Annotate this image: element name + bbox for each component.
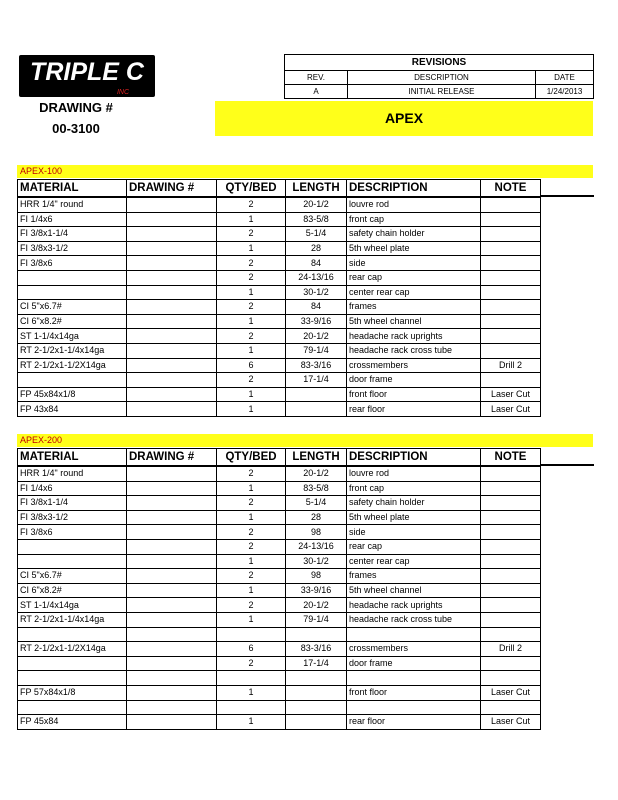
- table-row: [18, 642, 541, 657]
- table-cell: [217, 627, 286, 642]
- table-cell: 17-1/4: [286, 373, 347, 388]
- table-cell: RT 2-1/2x1-1/2X14ga: [18, 358, 127, 373]
- table-cell: [347, 627, 481, 642]
- table-cell: 33-9/16: [286, 583, 347, 598]
- table-cell: [127, 285, 217, 300]
- column-header: QTY/BED: [217, 449, 286, 467]
- rev-header-date: DATE: [536, 71, 594, 85]
- table-cell: 2: [217, 496, 286, 511]
- logo-text: TRIPLE C: [30, 58, 144, 86]
- table-cell: ST 1-1/4x14ga: [18, 329, 127, 344]
- table-row: [18, 212, 541, 227]
- table-cell: [127, 642, 217, 657]
- table-cell: [481, 227, 541, 242]
- table-row: [18, 481, 541, 496]
- table-cell: [127, 685, 217, 700]
- table-cell: [127, 373, 217, 388]
- table-cell: [18, 539, 127, 554]
- table-cell: [481, 598, 541, 613]
- table-cell: 2: [217, 569, 286, 584]
- table-cell: [127, 569, 217, 584]
- table-cell: frames: [347, 300, 481, 315]
- table-cell: rear cap: [347, 539, 481, 554]
- table-cell: [347, 671, 481, 686]
- table-cell: headache rack uprights: [347, 598, 481, 613]
- table-cell: crossmembers: [347, 642, 481, 657]
- table-cell: 1: [217, 685, 286, 700]
- table-row: [18, 343, 541, 358]
- table-cell: 84: [286, 300, 347, 315]
- table-cell: RT 2-1/2x1-1/4x14ga: [18, 612, 127, 627]
- table-row: [18, 569, 541, 584]
- table-row: [18, 598, 541, 613]
- table-cell: [481, 539, 541, 554]
- table-cell: 17-1/4: [286, 656, 347, 671]
- table-cell: [127, 583, 217, 598]
- table-cell: HRR 1/4" round: [18, 197, 127, 212]
- table-cell: door frame: [347, 656, 481, 671]
- table-cell: [286, 402, 347, 417]
- table-cell: side: [347, 525, 481, 540]
- table-cell: 1: [217, 387, 286, 402]
- table-cell: [481, 671, 541, 686]
- table-cell: 2: [217, 197, 286, 212]
- table-cell: 24-13/16: [286, 539, 347, 554]
- table-cell: [127, 627, 217, 642]
- table-cell: 1: [217, 554, 286, 569]
- table-cell: [481, 256, 541, 271]
- table-cell: 2: [217, 270, 286, 285]
- table-cell: [481, 525, 541, 540]
- table-cell: FI 3/8x6: [18, 256, 127, 271]
- table-cell: 1: [217, 715, 286, 730]
- table-cell: CI 6"x8.2#: [18, 583, 127, 598]
- table-cell: 83-3/16: [286, 358, 347, 373]
- table-cell: [127, 343, 217, 358]
- revisions-title: REVISIONS: [285, 55, 594, 71]
- table-row: [18, 715, 541, 730]
- table-cell: 98: [286, 525, 347, 540]
- table-row: [18, 197, 541, 212]
- table-cell: ST 1-1/4x14ga: [18, 598, 127, 613]
- table-cell: [127, 270, 217, 285]
- table-cell: [127, 256, 217, 271]
- drawing-label: DRAWING #: [39, 100, 113, 115]
- table-cell: [18, 554, 127, 569]
- table-cell: [481, 197, 541, 212]
- section-label: APEX-100: [20, 166, 63, 176]
- drawing-number: 00-3100: [52, 121, 100, 136]
- table-cell: [127, 387, 217, 402]
- table-cell: [217, 700, 286, 715]
- table-cell: CI 5"x6.7#: [18, 569, 127, 584]
- table-cell: RT 2-1/2x1-1/2X14ga: [18, 642, 127, 657]
- table-cell: FI 1/4x6: [18, 212, 127, 227]
- table-cell: [481, 612, 541, 627]
- table-row: [18, 525, 541, 540]
- column-header: NOTE: [481, 449, 541, 467]
- table-cell: [481, 314, 541, 329]
- table-row: [18, 627, 541, 642]
- table-row: [18, 510, 541, 525]
- table-cell: [18, 656, 127, 671]
- rev-header-rev: REV.: [285, 71, 348, 85]
- column-header: DRAWING #: [127, 449, 217, 467]
- table-cell: safety chain holder: [347, 227, 481, 242]
- table-cell: 1: [217, 285, 286, 300]
- table-cell: [481, 583, 541, 598]
- table-cell: 6: [217, 358, 286, 373]
- table-cell: 28: [286, 510, 347, 525]
- table-cell: FP 45x84: [18, 715, 127, 730]
- table-cell: 33-9/16: [286, 314, 347, 329]
- table-cell: [286, 627, 347, 642]
- table-cell: [127, 671, 217, 686]
- column-header: MATERIAL: [18, 180, 127, 198]
- table-cell: 5th wheel channel: [347, 314, 481, 329]
- table-row: [18, 583, 541, 598]
- table-cell: [127, 700, 217, 715]
- table-header-row: [18, 180, 541, 198]
- rev-cell-rev: A: [285, 85, 348, 99]
- table-cell: [286, 671, 347, 686]
- table-cell: FI 1/4x6: [18, 481, 127, 496]
- table-cell: [127, 241, 217, 256]
- column-header: DRAWING #: [127, 180, 217, 198]
- column-header: DESCRIPTION: [347, 449, 481, 467]
- table-cell: louvre rod: [347, 197, 481, 212]
- table-cell: 1: [217, 402, 286, 417]
- table-cell: 1: [217, 343, 286, 358]
- table-cell: [127, 539, 217, 554]
- table-cell: [127, 402, 217, 417]
- table-cell: 2: [217, 525, 286, 540]
- table-cell: [481, 554, 541, 569]
- table-row: [18, 270, 541, 285]
- table-cell: 1: [217, 481, 286, 496]
- table-cell: headache rack cross tube: [347, 343, 481, 358]
- table-cell: Laser Cut: [481, 715, 541, 730]
- table-cell: 1: [217, 612, 286, 627]
- table-cell: [127, 525, 217, 540]
- table-cell: [127, 496, 217, 511]
- table-cell: 2: [217, 598, 286, 613]
- table-cell: [481, 510, 541, 525]
- table-cell: [286, 685, 347, 700]
- table-row: [18, 285, 541, 300]
- table-cell: 5-1/4: [286, 227, 347, 242]
- column-header: QTY/BED: [217, 180, 286, 198]
- table-cell: 2: [217, 227, 286, 242]
- table-cell: FI 3/8x1-1/4: [18, 496, 127, 511]
- table-cell: [481, 496, 541, 511]
- table-cell: CI 6"x8.2#: [18, 314, 127, 329]
- table-cell: [286, 715, 347, 730]
- table-cell: 2: [217, 329, 286, 344]
- table-row: [18, 402, 541, 417]
- table-cell: crossmembers: [347, 358, 481, 373]
- table-cell: [127, 481, 217, 496]
- table-cell: Drill 2: [481, 642, 541, 657]
- table-cell: [481, 343, 541, 358]
- table-cell: 83-5/8: [286, 212, 347, 227]
- table-cell: [127, 466, 217, 481]
- table-cell: [481, 700, 541, 715]
- table-cell: [18, 285, 127, 300]
- table-cell: [481, 270, 541, 285]
- table-cell: 5th wheel plate: [347, 510, 481, 525]
- table-cell: 2: [217, 539, 286, 554]
- table-cell: headache rack cross tube: [347, 612, 481, 627]
- header-rule-extension: [540, 195, 594, 197]
- table-cell: [481, 241, 541, 256]
- table-cell: [481, 212, 541, 227]
- column-header: DESCRIPTION: [347, 180, 481, 198]
- table-cell: 20-1/2: [286, 197, 347, 212]
- table-cell: door frame: [347, 373, 481, 388]
- rev-cell-description: INITIAL RELEASE: [348, 85, 536, 99]
- table-row: [18, 241, 541, 256]
- table-cell: 2: [217, 373, 286, 388]
- column-header: LENGTH: [286, 180, 347, 198]
- project-banner: APEX: [215, 101, 593, 136]
- table-cell: 28: [286, 241, 347, 256]
- table-cell: 83-5/8: [286, 481, 347, 496]
- table-cell: [481, 300, 541, 315]
- table-cell: [481, 329, 541, 344]
- table-row: [18, 466, 541, 481]
- table-row: [18, 539, 541, 554]
- table-row: [18, 612, 541, 627]
- rev-header-description: DESCRIPTION: [348, 71, 536, 85]
- table-cell: FI 3/8x3-1/2: [18, 241, 127, 256]
- table-row: [18, 373, 541, 388]
- table-cell: rear floor: [347, 402, 481, 417]
- table-cell: 5th wheel channel: [347, 583, 481, 598]
- table-cell: rear floor: [347, 715, 481, 730]
- table-cell: 79-1/4: [286, 612, 347, 627]
- table-cell: rear cap: [347, 270, 481, 285]
- table-cell: FP 45x84x1/8: [18, 387, 127, 402]
- table-cell: 2: [217, 256, 286, 271]
- table-row: [18, 300, 541, 315]
- table-row: [18, 496, 541, 511]
- table-cell: 5-1/4: [286, 496, 347, 511]
- table-cell: 6: [217, 642, 286, 657]
- table-cell: louvre rod: [347, 466, 481, 481]
- table-cell: 20-1/2: [286, 329, 347, 344]
- table-cell: [127, 227, 217, 242]
- table-row: [18, 671, 541, 686]
- table-cell: 5th wheel plate: [347, 241, 481, 256]
- company-logo: [19, 55, 155, 97]
- table-cell: [127, 612, 217, 627]
- table-cell: [481, 569, 541, 584]
- column-header: NOTE: [481, 180, 541, 198]
- table-cell: center rear cap: [347, 554, 481, 569]
- table-cell: [286, 387, 347, 402]
- table-cell: [481, 466, 541, 481]
- table-cell: HRR 1/4" round: [18, 466, 127, 481]
- bom-table: [17, 179, 541, 417]
- table-cell: [481, 627, 541, 642]
- table-cell: frames: [347, 569, 481, 584]
- table-cell: 2: [217, 656, 286, 671]
- table-header-row: [18, 449, 541, 467]
- table-row: [18, 685, 541, 700]
- table-cell: Laser Cut: [481, 402, 541, 417]
- table-cell: FP 43x84: [18, 402, 127, 417]
- table-cell: RT 2-1/2x1-1/4x14ga: [18, 343, 127, 358]
- table-cell: FP 57x84x1/8: [18, 685, 127, 700]
- table-cell: [18, 671, 127, 686]
- table-row: [18, 387, 541, 402]
- table-cell: 1: [217, 314, 286, 329]
- table-cell: [18, 627, 127, 642]
- table-row: [18, 329, 541, 344]
- header-rule-extension: [540, 464, 594, 466]
- table-cell: 84: [286, 256, 347, 271]
- revisions-table: [284, 54, 594, 99]
- table-cell: [127, 715, 217, 730]
- table-cell: FI 3/8x6: [18, 525, 127, 540]
- table-cell: Laser Cut: [481, 685, 541, 700]
- table-cell: 1: [217, 583, 286, 598]
- table-cell: center rear cap: [347, 285, 481, 300]
- table-cell: [18, 373, 127, 388]
- table-cell: FI 3/8x3-1/2: [18, 510, 127, 525]
- column-header: MATERIAL: [18, 449, 127, 467]
- table-row: [18, 554, 541, 569]
- table-row: [18, 227, 541, 242]
- table-cell: front cap: [347, 481, 481, 496]
- table-cell: front cap: [347, 212, 481, 227]
- table-cell: front floor: [347, 387, 481, 402]
- table-cell: [127, 300, 217, 315]
- table-cell: 1: [217, 212, 286, 227]
- table-cell: [127, 358, 217, 373]
- section-bar-apex-100: [17, 165, 593, 178]
- table-cell: [127, 329, 217, 344]
- table-cell: [127, 554, 217, 569]
- table-cell: 98: [286, 569, 347, 584]
- table-cell: 2: [217, 300, 286, 315]
- table-cell: 30-1/2: [286, 285, 347, 300]
- table-cell: FI 3/8x1-1/4: [18, 227, 127, 242]
- section-bar-apex-200: [17, 434, 593, 447]
- table-cell: 2: [217, 466, 286, 481]
- table-cell: 1: [217, 241, 286, 256]
- table-cell: [127, 197, 217, 212]
- table-row: [18, 256, 541, 271]
- table-cell: [481, 656, 541, 671]
- table-cell: [481, 481, 541, 496]
- table-cell: 24-13/16: [286, 270, 347, 285]
- table-cell: [127, 656, 217, 671]
- table-cell: Laser Cut: [481, 387, 541, 402]
- table-cell: [127, 212, 217, 227]
- column-header: LENGTH: [286, 449, 347, 467]
- table-cell: headache rack uprights: [347, 329, 481, 344]
- table-cell: Drill 2: [481, 358, 541, 373]
- table-cell: 20-1/2: [286, 466, 347, 481]
- bom-table: [17, 448, 541, 730]
- table-cell: safety chain holder: [347, 496, 481, 511]
- table-cell: side: [347, 256, 481, 271]
- table-row: [18, 358, 541, 373]
- table-row: [18, 314, 541, 329]
- table-cell: [18, 270, 127, 285]
- table-cell: 20-1/2: [286, 598, 347, 613]
- table-row: [18, 656, 541, 671]
- table-cell: [127, 510, 217, 525]
- table-cell: [217, 671, 286, 686]
- section-label: APEX-200: [20, 435, 63, 445]
- table-cell: CI 5"x6.7#: [18, 300, 127, 315]
- table-cell: 30-1/2: [286, 554, 347, 569]
- table-cell: [347, 700, 481, 715]
- table-cell: 79-1/4: [286, 343, 347, 358]
- table-cell: [286, 700, 347, 715]
- table-cell: [127, 314, 217, 329]
- table-cell: front floor: [347, 685, 481, 700]
- logo-subtext: INC: [116, 89, 129, 96]
- table-cell: [481, 285, 541, 300]
- table-cell: [18, 700, 127, 715]
- table-cell: 1: [217, 510, 286, 525]
- rev-cell-date: 1/24/2013: [536, 85, 594, 99]
- table-cell: [127, 598, 217, 613]
- table-cell: [481, 373, 541, 388]
- table-cell: 83-3/16: [286, 642, 347, 657]
- table-row: [18, 700, 541, 715]
